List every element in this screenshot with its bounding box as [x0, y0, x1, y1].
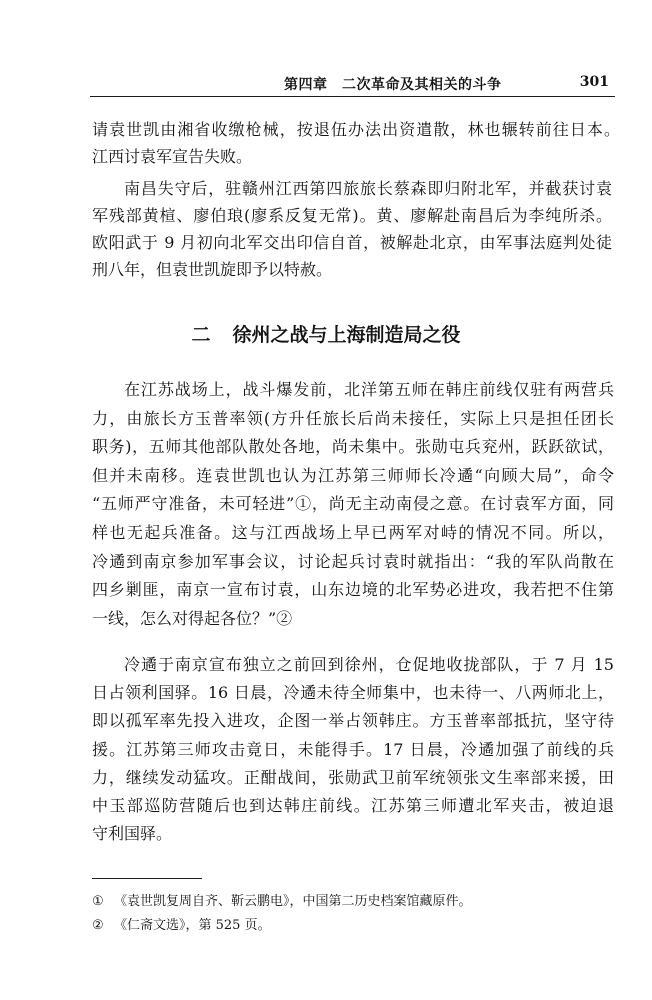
footnote-text: 《袁世凯复周自齐、靳云鹏电》，中国第二历史档案馆藏原件。: [114, 894, 472, 909]
text-line: 请袁世凯由湘省收缴枪械，按退伍办法出资遣散，林也辗转前往日本。: [92, 120, 620, 139]
text-line: 但并未南移。连袁世凯也认为江苏第三师师长冷遹“向顾大局”，命令: [92, 465, 614, 485]
footnote: [92, 893, 472, 911]
text-line: 力，继续发动猛攻。正酣战间，张勋武卫前军统领张文生率部来援，田: [92, 767, 614, 787]
text-line: 援。江苏第三师攻击竟日，未能得手。17 日晨，冷遹加强了前线的兵: [92, 739, 614, 759]
text-line: 即以孤军率先投入进攻，企图一举占领韩庄。方玉普率部抵抗，坚守待: [92, 711, 614, 731]
text-line: 南昌失守后，驻赣州江西第四旅旅长蔡森即归附北军，并截获讨袁: [124, 179, 612, 198]
section-heading: [0, 320, 652, 347]
running-header: [90, 70, 615, 97]
paragraph: [92, 175, 612, 283]
page-number: 301: [579, 74, 609, 90]
text-line: 样也无起兵准备。这与江西战场上早已两军对峙的情况不同。所以，: [92, 522, 614, 542]
text-line: 中玉部巡防营随后也到达韩庄前线。江苏第三师遭北军夹击，被迫退: [92, 796, 614, 816]
text-line: 四乡剿匪，南京一宣布讨袁，山东边境的北军势必进攻，我若把不住第: [92, 580, 614, 600]
text-line: 守利国驿。: [92, 824, 173, 844]
text-line: 江西讨袁军宣告失败。: [92, 147, 253, 166]
footnote-divider: [92, 878, 202, 879]
text-line: 在江苏战场上，战斗爆发前，北洋第五师在韩庄前线仅驻有两营兵: [124, 380, 614, 399]
text-line: 欧阳武于 9 月初向北军交出印信自首，被解赴北京，由军事法庭判处徒: [92, 233, 612, 252]
text-line: 职务)，五师其他部队散处各地，尚未集中。张勋屯兵兖州，跃跃欲试，: [92, 437, 614, 457]
text-line: 冷遹于南京宣布独立之前回到徐州，仓促地收拢部队，于 7 月 15: [124, 655, 614, 674]
text-line: 日占领利国驿。16 日晨，冷遹未待全师集中，也未待一、八两师北上，: [92, 683, 614, 703]
text-line: “五师严守准备，未可轻进”①，尚无主动南侵之意。在讨袁军方面，同: [92, 494, 614, 514]
text-line: 军残部黄楦、廖伯琅(廖系反复无常)。黄、廖解赴南昌后为李纯所杀。: [92, 206, 612, 225]
paragraph-continuation: [92, 116, 620, 170]
text-line: 冷遹到南京参加军事会议，讨论起兵讨袁时就指出：“我的军队尚散在: [92, 551, 614, 571]
paragraph: [92, 376, 614, 633]
text-line: 力，由旅长方玉普率领(方升任旅长后尚未接任，实际上只是担任团长: [92, 408, 614, 428]
text-line: 刑八年，但袁世凯旋即予以特赦。: [92, 260, 333, 279]
paragraph: [92, 651, 614, 848]
footnote: [92, 917, 271, 935]
text-line: 一线，怎么对得起各位？”②: [92, 608, 293, 628]
footnote-mark: ①: [92, 894, 104, 909]
chapter-title: 第四章 二次革命及其相关的斗争: [284, 77, 502, 93]
footnote-mark: ②: [92, 918, 104, 933]
section-number: 二: [191, 324, 211, 346]
section-title: 徐州之战与上海制造局之役: [232, 324, 461, 346]
footnote-text: 《仁斋文选》，第 525 页。: [114, 918, 271, 933]
